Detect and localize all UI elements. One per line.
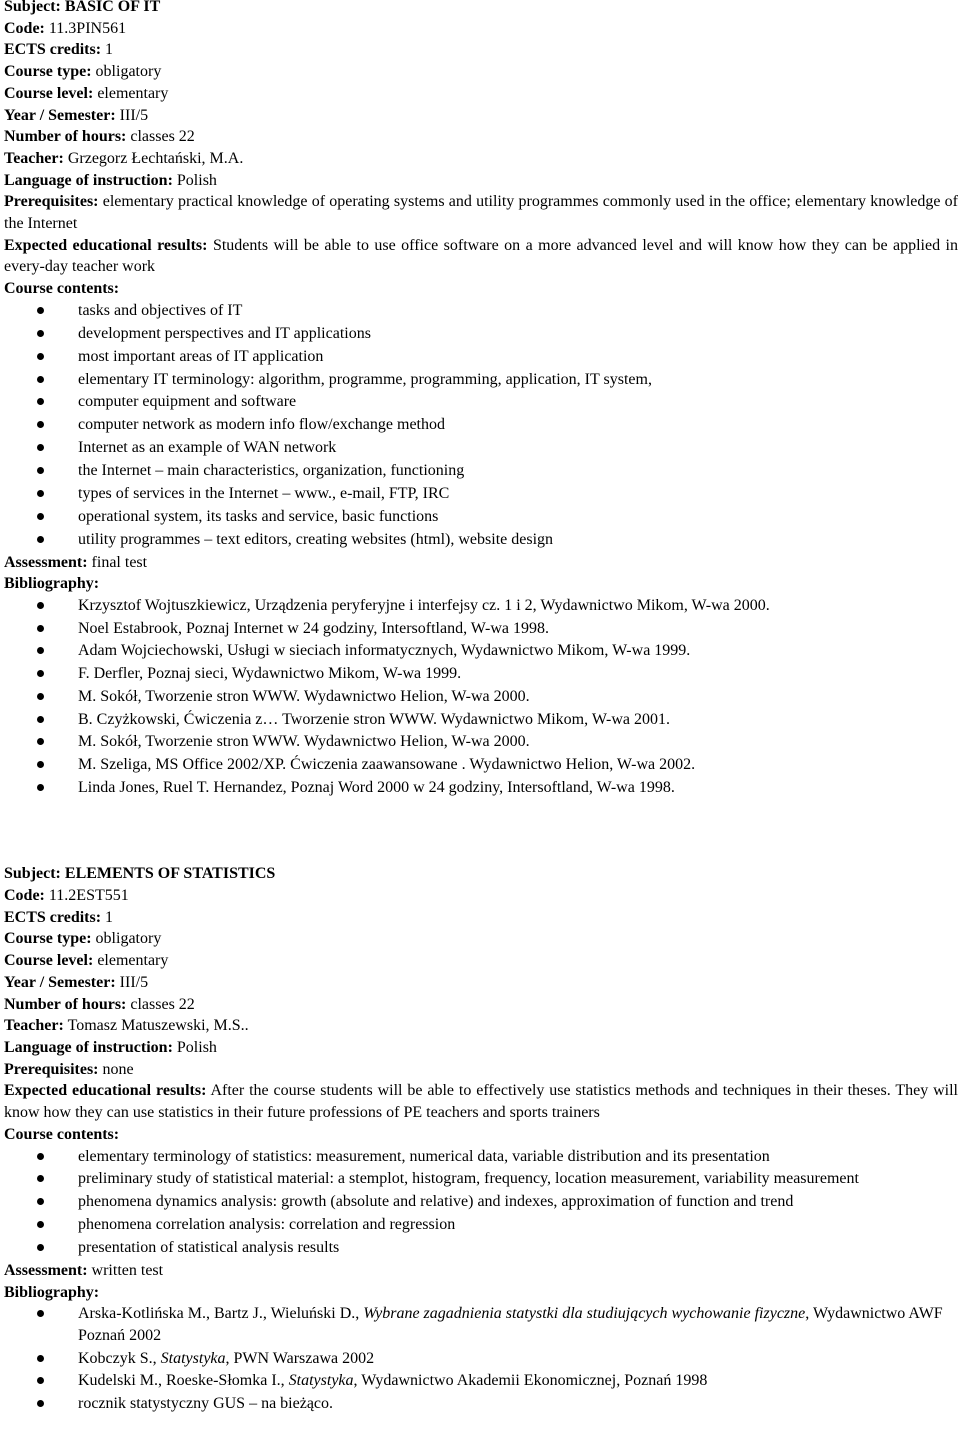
course-contents-list bbox=[4, 300, 958, 551]
list-item: operational system, its tasks and service, basic functions bbox=[4, 506, 958, 528]
prerequisites-line: Prerequisites: none bbox=[4, 1060, 134, 1078]
list-item: computer equipment and software bbox=[4, 391, 958, 413]
list-item: Kudelski M., Roeske-Słomka I., Statystyka, Wydawnictwo Akademii Ekonomicznej, Poznań 1998 bbox=[4, 1370, 958, 1392]
assessment-line: Assessment: written test bbox=[4, 1261, 164, 1279]
bibliography-list bbox=[4, 595, 958, 798]
course-contents-heading: Course contents: bbox=[4, 1125, 120, 1143]
ects-line: ECTS credits: 1 bbox=[4, 41, 114, 59]
course-contents-heading: Course contents: bbox=[4, 280, 120, 298]
list-item: elementary terminology of statistics: measurement, numerical data, variable distribution and its presentation bbox=[4, 1146, 958, 1168]
list-item: M. Sokół, Tworzenie stron WWW. Wydawnictwo Helion, W-wa 2000. bbox=[4, 731, 958, 753]
bibliography-heading: Bibliography: bbox=[4, 575, 100, 593]
hours-line: Number of hours: classes 22 bbox=[4, 128, 195, 146]
list-item: Adam Wojciechowski, Usługi w sieciach informatycznych, Wydawnictwo Mikom, W-wa 1999. bbox=[4, 640, 958, 662]
list-item: computer network as modern info flow/exchange method bbox=[4, 414, 958, 436]
list-item: utility programmes – text editors, creating websites (html), website design bbox=[4, 529, 958, 551]
language-line: Language of instruction: Polish bbox=[4, 1039, 217, 1056]
teacher-line: Teacher: Grzegorz Łechtański, M.A. bbox=[4, 149, 244, 167]
subject-section-basic-of-it bbox=[4, 0, 958, 798]
section-spacer bbox=[4, 799, 958, 863]
list-item: most important areas of IT application bbox=[4, 346, 958, 368]
course-level-line: Course level: elementary bbox=[4, 952, 169, 970]
code-line: Code: 11.3PIN561 bbox=[4, 19, 127, 37]
list-item: phenomena dynamics analysis: growth (absolute and relative) and indexes, approximation of function and trend bbox=[4, 1191, 958, 1213]
course-type-line: Course type: obligatory bbox=[4, 930, 162, 948]
subject-title: Subject: ELEMENTS OF STATISTICS bbox=[4, 865, 276, 883]
list-item: Internet as an example of WAN network bbox=[4, 437, 958, 459]
list-item: B. Czyżkowski, Ćwiczenia z… Tworzenie stron WWW. Wydawnictwo Mikom, W-wa 2001. bbox=[4, 709, 958, 731]
list-item: Kobczyk S., Statystyka, PWN Warszawa 2002 bbox=[4, 1348, 958, 1370]
hours-line: Number of hours: classes 22 bbox=[4, 995, 195, 1013]
subject-title: Subject: BASIC OF IT bbox=[4, 0, 161, 15]
list-item: Arska-Kotlińska M., Bartz J., Wieluński D., Wybrane zagadnienia statystki dla studiujących wychowanie fizyczne, Wydawnictwo AWF Poznań 2002 bbox=[4, 1303, 958, 1346]
ects-line: ECTS credits: 1 bbox=[4, 908, 114, 926]
list-item: Linda Jones, Ruel T. Hernandez, Poznaj Word 2000 w 24 godziny, Intersoftland, W-wa 1998. bbox=[4, 777, 958, 799]
list-item: rocznik statystyczny GUS – na bieżąco. bbox=[4, 1393, 958, 1415]
list-item: F. Derfler, Poznaj sieci, Wydawnictwo Mikom, W-wa 1999. bbox=[4, 663, 958, 685]
list-item: presentation of statistical analysis results bbox=[4, 1237, 958, 1259]
assessment-line: Assessment: final test bbox=[4, 553, 148, 571]
list-item: Noel Estabrook, Poznaj Internet w 24 godziny, Intersoftland, W-wa 1998. bbox=[4, 618, 958, 640]
list-item: Krzysztof Wojtuszkiewicz, Urządzenia peryferyjne i interfejsy cz. 1 i 2, Wydawnictwo Mikom, W-wa 2000. bbox=[4, 595, 958, 617]
list-item: M. Szeliga, MS Office 2002/XP. Ćwiczenia zaawansowane . Wydawnictwo Helion, W-wa 2002. bbox=[4, 754, 958, 776]
list-item: development perspectives and IT applications bbox=[4, 323, 958, 345]
list-item: the Internet – main characteristics, organization, functioning bbox=[4, 460, 958, 482]
code-line: Code: 11.2EST551 bbox=[4, 887, 129, 905]
expected-results-line: Expected educational results: Students will be able to use office software on a more advanced level and will know how they can be applied in every-day teacher work bbox=[4, 236, 959, 276]
list-item: elementary IT terminology: algorithm, programme, programming, application, IT system, bbox=[4, 369, 958, 391]
list-item: preliminary study of statistical material: a stemplot, histogram, frequency, location measurement, variability measurement bbox=[4, 1168, 958, 1190]
list-item: tasks and objectives of IT bbox=[4, 300, 958, 322]
list-item: phenomena correlation analysis: correlation and regression bbox=[4, 1214, 958, 1236]
teacher-line: Teacher: Tomasz Matuszewski, M.S.. bbox=[4, 1017, 249, 1035]
course-contents-list bbox=[4, 1146, 958, 1259]
subject-section-elements-of-statistics bbox=[4, 863, 958, 1415]
bibliography-heading: Bibliography: bbox=[4, 1283, 100, 1301]
course-type-line: Course type: obligatory bbox=[4, 63, 162, 81]
prerequisites-line: Prerequisites: elementary practical knowledge of operating systems and utility programmes commonly used in the office; elementary knowledge of the Internet bbox=[4, 193, 959, 233]
list-item: types of services in the Internet – www., e-mail, FTP, IRC bbox=[4, 483, 958, 505]
language-line: Language of instruction: Polish bbox=[4, 171, 217, 189]
year-semester-line: Year / Semester: III/5 bbox=[4, 973, 149, 991]
list-item: M. Sokół, Tworzenie stron WWW. Wydawnictwo Helion, W-wa 2000. bbox=[4, 686, 958, 708]
bibliography-list bbox=[4, 1303, 958, 1415]
document-page bbox=[4, 0, 958, 1416]
year-semester-line: Year / Semester: III/5 bbox=[4, 106, 149, 124]
expected-results-line: Expected educational results: After the course students will be able to effectively use statistics methods and techniques in their theses. They will know how they can use statistics in their future professions of PE teachers and sports trainers bbox=[4, 1082, 958, 1122]
course-level-line: Course level: elementary bbox=[4, 84, 169, 102]
